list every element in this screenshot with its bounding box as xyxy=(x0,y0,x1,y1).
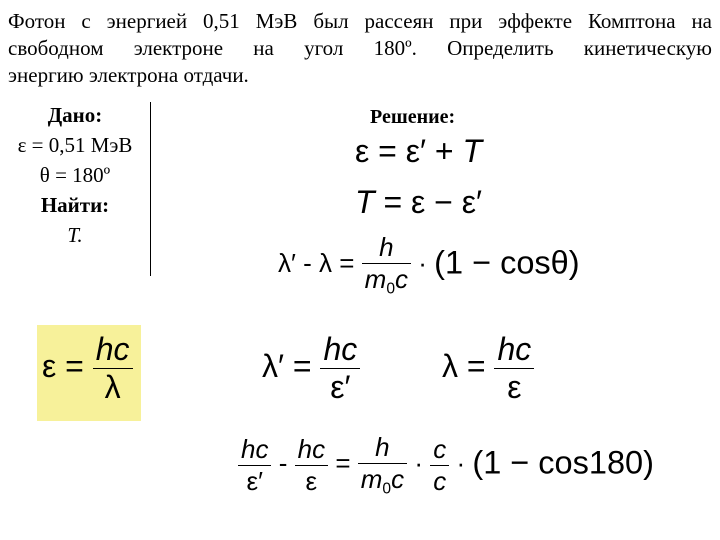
eq7-fraction-1: $\frac{hc}{\varepsilon'}$ xyxy=(238,434,271,497)
eq2-equals: = xyxy=(383,184,403,220)
eq4-fraction xyxy=(93,331,133,406)
eq4-denominator: λ xyxy=(104,369,121,405)
eq7-minus: - xyxy=(278,448,288,479)
problem-line-2: свободном электроне на угол 180º. Определить кинетическую xyxy=(8,36,712,60)
given-section xyxy=(0,100,150,250)
eq7-paren: (1 − cos180) xyxy=(472,444,654,481)
eq2-lhs: T xyxy=(355,184,375,220)
eq4-numerator: hc xyxy=(93,331,133,369)
eq6-lhs: λ xyxy=(442,347,458,384)
eq3-dot: · xyxy=(418,248,427,279)
find-value: T. xyxy=(67,223,83,247)
eq6-equals: = xyxy=(466,347,486,384)
eq5-numerator: hc xyxy=(320,331,360,369)
eq5-lhs: λ′ xyxy=(262,347,284,384)
eq3-denominator: $m_0c$ xyxy=(364,264,408,298)
given-energy: ε = 0,51 МэВ xyxy=(17,133,133,157)
eq7-fraction-2: $\frac{hc}{\varepsilon}$ xyxy=(295,434,328,497)
eq7-dot-2: · xyxy=(456,448,466,479)
formula-combined xyxy=(238,432,654,498)
eq2-r2: ε′ xyxy=(461,184,483,220)
eq3-paren: (1 − cosθ) xyxy=(434,244,580,281)
eq7-equals: = xyxy=(335,448,351,479)
eq3-numerator: h xyxy=(362,232,411,264)
eq2-r1: ε xyxy=(411,184,426,220)
eq1-plus: + xyxy=(434,133,454,169)
problem-line-1: Фотон с энергией 0,51 МэВ был рассеян при эффекте Комптона на xyxy=(8,9,712,33)
solution-title: Решение: xyxy=(370,106,456,128)
given-divider xyxy=(150,102,151,276)
formula-energy-conservation xyxy=(355,133,482,170)
formula-photon-energy xyxy=(42,331,133,406)
formula-incident-wavelength xyxy=(442,331,534,406)
problem-line-3: энергию электрона отдачи. xyxy=(8,63,249,87)
eq4-lhs: ε xyxy=(42,347,57,384)
eq2-minus: − xyxy=(434,184,453,220)
formula-compton-shift xyxy=(278,232,580,298)
eq4-equals: = xyxy=(65,347,84,384)
eq3-lhs: λ′ - λ xyxy=(278,248,332,279)
eq7-dot: · xyxy=(414,448,423,479)
eq6-numerator: hc xyxy=(494,331,534,369)
eq6-denominator: ε xyxy=(507,369,522,405)
eq1-equals: = xyxy=(378,133,397,169)
eq6-fraction xyxy=(494,331,534,406)
given-title: Дано: xyxy=(47,103,103,127)
eq1-r1: ε′ xyxy=(405,133,426,169)
find-title: Найти: xyxy=(40,193,110,217)
eq5-fraction xyxy=(320,331,360,406)
eq1-r2: T xyxy=(462,133,483,169)
formula-kinetic-energy xyxy=(355,184,482,221)
eq3-equals: = xyxy=(339,248,355,279)
eq3-fraction xyxy=(362,232,411,298)
eq5-denominator: ε′ xyxy=(330,369,351,405)
given-angle: θ = 180º xyxy=(39,163,111,187)
eq5-equals: = xyxy=(292,347,312,384)
formula-scattered-wavelength xyxy=(262,331,360,406)
eq7-fraction-3: $\frac{h}{m_0c}$ xyxy=(358,432,407,498)
eq7-fraction-4: $\frac{c}{c}$ xyxy=(430,434,449,497)
problem-statement xyxy=(8,8,712,89)
eq1-lhs: ε xyxy=(355,133,370,169)
